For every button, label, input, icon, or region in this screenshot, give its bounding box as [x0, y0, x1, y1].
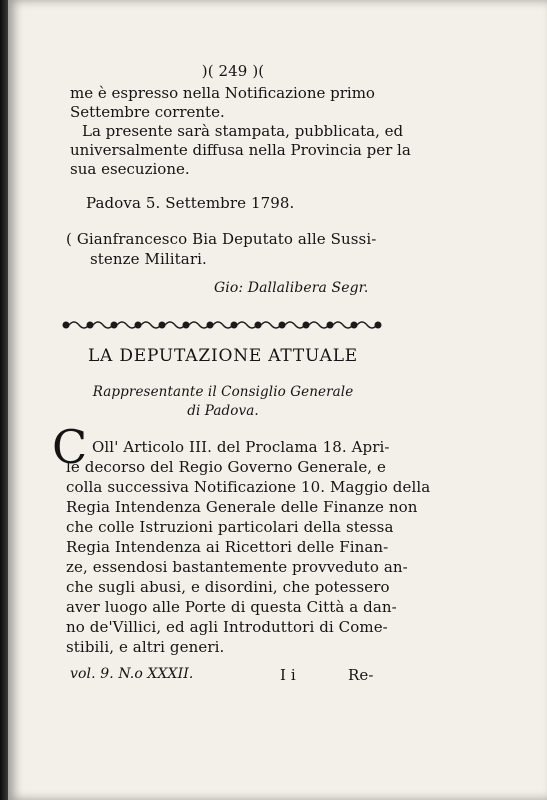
text-line: che sugli abusi, e disordini, che potessero	[66, 578, 390, 596]
book-page	[8, 0, 547, 800]
text-line: La presente sarà stampata, pubblicata, ed	[82, 122, 404, 140]
page-number: )( 249 )(	[201, 62, 265, 80]
section-subtitle: di Padova.	[187, 403, 259, 419]
book-spine-shadow	[0, 0, 8, 800]
text-line: me è espresso nella Notificazione primo	[70, 84, 375, 102]
date-line: Padova 5. Settembre 1798.	[86, 194, 295, 212]
text-line: aver luogo alle Porte di questa Città a dan-	[66, 598, 397, 616]
text-line: che colle Istruzioni particolari della stessa	[66, 518, 394, 536]
text-line: no de'Villici, ed agli Introduttori di Come-	[66, 618, 388, 636]
secretary-signature: Gio: Dallalibera Segr.	[214, 280, 369, 296]
text-line: stibili, e altri generi.	[66, 638, 225, 656]
drop-cap: C	[52, 420, 88, 474]
section-subtitle: Rappresentante il Consiglio Generale	[92, 384, 354, 400]
text-line: Oll' Articolo III. del Proclama 18. Apri-	[92, 438, 390, 456]
signature-line: ( Gianfrancesco Bia Deputato alle Sussi-	[66, 230, 377, 248]
text-line: sua esecuzione.	[70, 160, 190, 178]
catchword: Re-	[348, 666, 374, 684]
section-title: LA DEPUTAZIONE ATTUALE	[87, 346, 359, 366]
text-line: le decorso del Regio Governo Generale, e	[66, 458, 387, 476]
signature-line: stenze Militari.	[90, 250, 207, 268]
volume-mark: vol. 9. N.o XXXII.	[70, 666, 194, 682]
text-line: Settembre corrente.	[70, 103, 225, 121]
text-line: Regia Intendenza Generale delle Finanze non	[66, 498, 418, 516]
text-line: ze, essendosi bastantemente provveduto an-	[66, 558, 408, 576]
text-line: universalmente diffusa nella Provincia per la	[70, 141, 411, 159]
ornament-divider	[58, 318, 390, 332]
signature-mark: I i	[280, 666, 296, 684]
text-line: colla successiva Notificazione 10. Maggio della	[66, 478, 431, 496]
text-line: Regia Intendenza ai Ricettori delle Finan-	[66, 538, 389, 556]
